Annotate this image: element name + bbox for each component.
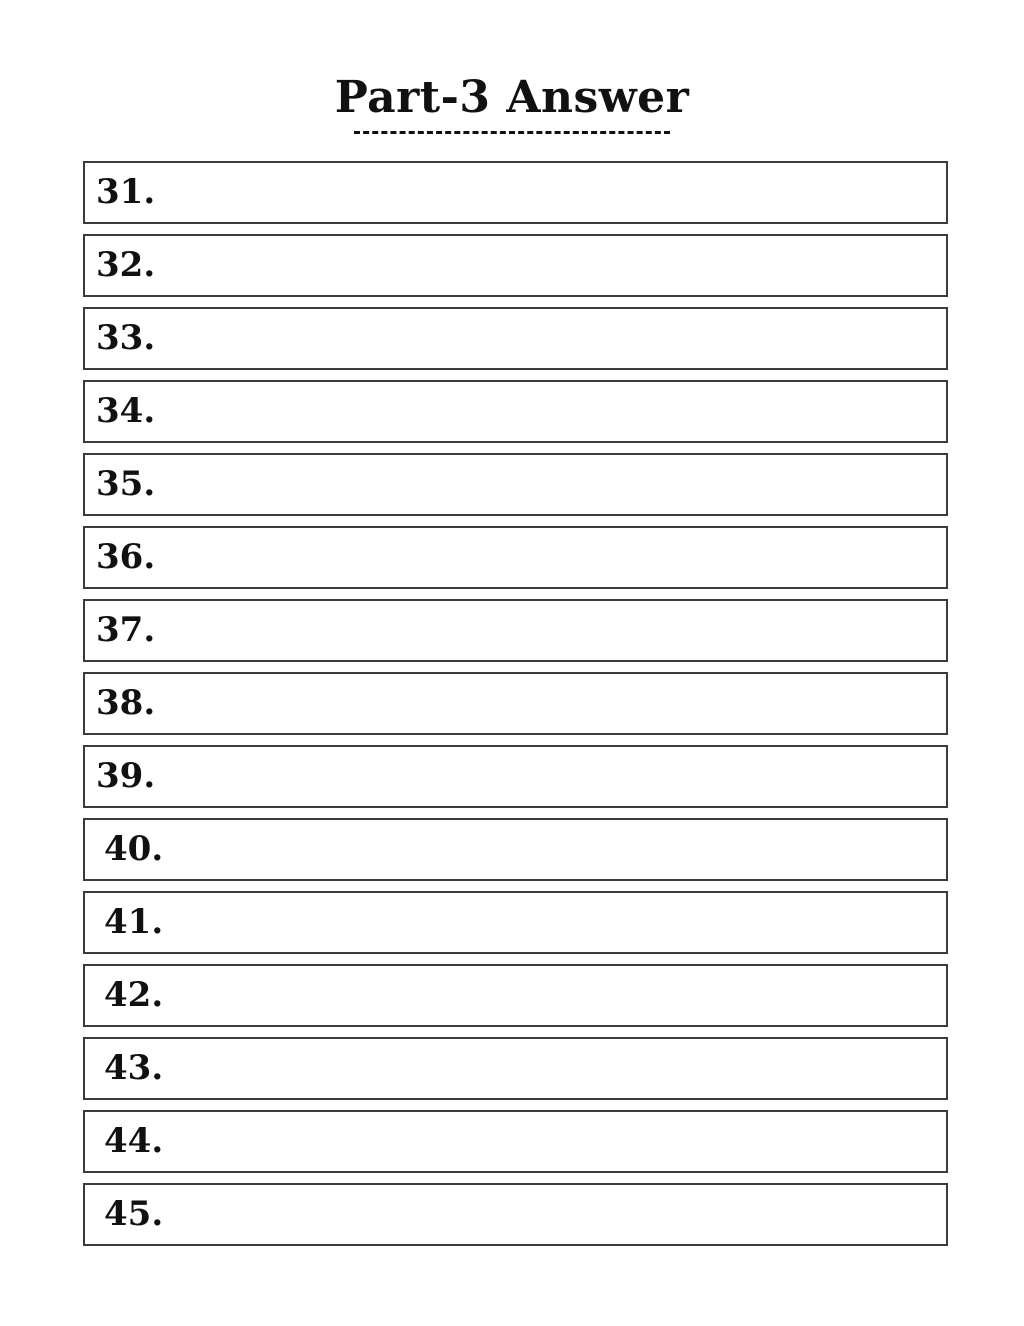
answer-number-label: 39.: [96, 756, 156, 797]
answer-number-label: 36.: [96, 537, 156, 578]
answer-number-label: 41.: [104, 902, 164, 943]
answer-number-label: 44.: [104, 1121, 164, 1162]
answer-box-40[interactable]: [83, 818, 948, 881]
answer-box-44[interactable]: [83, 1110, 948, 1173]
answer-number-label: 32.: [96, 245, 156, 286]
answer-number-label: 33.: [96, 318, 156, 359]
answer-box-39[interactable]: [83, 745, 948, 808]
answer-number-label: 43.: [104, 1048, 164, 1089]
answer-box-38[interactable]: [83, 672, 948, 735]
answer-box-32[interactable]: [83, 234, 948, 297]
page-header: [0, 0, 1024, 134]
answer-box-35[interactable]: [83, 453, 948, 516]
answer-number-label: 40.: [104, 829, 164, 870]
answer-number-label: 35.: [96, 464, 156, 505]
title-dashed-underline: [354, 131, 670, 134]
answer-number-label: 42.: [104, 975, 164, 1016]
page-title: Part-3 Answer: [334, 72, 690, 123]
answer-box-list: [83, 161, 948, 1246]
answer-number-label: 37.: [96, 610, 156, 651]
answer-box-31[interactable]: [83, 161, 948, 224]
answer-number-label: 34.: [96, 391, 156, 432]
answer-box-42[interactable]: [83, 964, 948, 1027]
answer-box-33[interactable]: [83, 307, 948, 370]
answer-box-45[interactable]: [83, 1183, 948, 1246]
answer-number-label: 45.: [104, 1194, 164, 1235]
answer-box-41[interactable]: [83, 891, 948, 954]
answer-box-37[interactable]: [83, 599, 948, 662]
answer-box-36[interactable]: [83, 526, 948, 589]
answer-number-label: 31.: [96, 172, 156, 213]
answer-box-43[interactable]: [83, 1037, 948, 1100]
answer-box-34[interactable]: [83, 380, 948, 443]
answer-number-label: 38.: [96, 683, 156, 724]
